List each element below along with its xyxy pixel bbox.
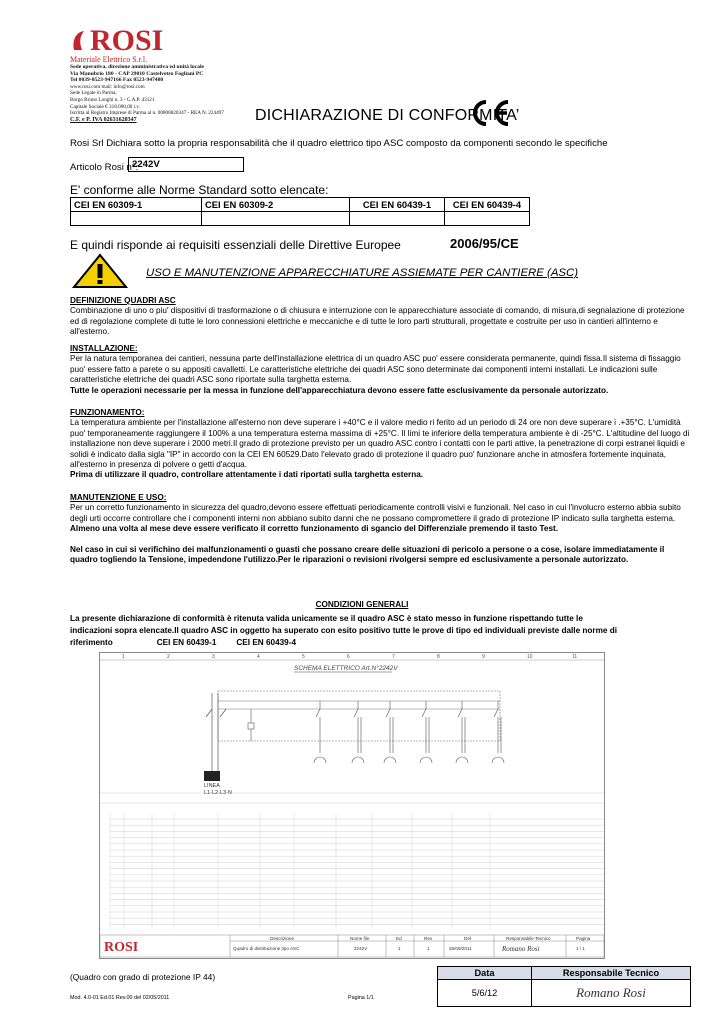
socket-symbol <box>456 757 468 763</box>
warning-icon <box>72 253 128 289</box>
section-heading: DEFINIZIONE QUADRI ASC <box>70 296 176 305</box>
directive-text: E quindi risponde ai requisiti essenziali delle Direttive Europee <box>70 238 401 252</box>
title-block-signature: Romano Rosi <box>502 945 540 953</box>
socket-symbol <box>384 757 396 763</box>
title-block-logo: ROSI <box>104 940 139 955</box>
column-number: 5 <box>302 654 305 660</box>
svg-text:2242V: 2242V <box>354 946 368 951</box>
section-definizione <box>70 296 690 338</box>
section-heading: FUNZIONAMENTO: <box>70 408 145 417</box>
intro-text: Rosi Srl Dichiara sotto la propria responsabilità che il quadro elettrico tipo ASC composto da componenti secondo le specifiche <box>70 138 608 149</box>
schema-svg <box>100 653 604 958</box>
svg-text:26/09/2011: 26/09/2011 <box>449 946 472 951</box>
column-number: 4 <box>257 654 260 660</box>
svg-text:Del: Del <box>464 936 471 941</box>
page-title: DICHIARAZIONE DI CONFORMITA’ <box>255 107 520 124</box>
svg-text:Quadro di distribuzione tipo A: Quadro di distribuzione tipo ASC <box>233 946 300 951</box>
section-funzionamento <box>70 408 690 481</box>
directive-number: 2006/95/CE <box>450 236 519 251</box>
data-value: 5/6/12 <box>438 980 532 1007</box>
signature-table <box>437 966 691 1007</box>
svg-text:1: 1 <box>398 946 401 951</box>
section-bold: Prima di utilizzare il quadro, controllare attentamente i dati riportati sulla targhetta esterna. <box>70 470 424 480</box>
articolo-value: 2242V <box>128 157 244 172</box>
column-number: 11 <box>572 654 578 660</box>
page-number: Pagina 1/1 <box>348 995 374 1001</box>
rosi-swirl-icon <box>70 28 90 54</box>
socket-symbol <box>314 757 326 763</box>
norms-title: E' conforme alle Norme Standard sotto elencate: <box>70 183 329 197</box>
norm-cell: CEI EN 60439-4 <box>445 198 530 212</box>
section-bold: Nel caso in cui si verifichino dei malfunzionamenti o guasti che possano creare delle situazioni di pericolo a persone o a cose, isolare immediatamente il quadro togliendo la Tensione, impedendone l'utilizzo.Per le riparazioni o revisioni rivolgersi sempre ed esclusivamente a personale autorizzato. <box>70 544 665 565</box>
brand-subtitle: Materiale Elettrico S.r.l. <box>70 55 148 64</box>
section-bold: Almeno una volta al mese deve essere verificato il corretto funzionamento di sgancio del Differenziale premendo il tasto Test. <box>70 524 559 534</box>
articolo-label: Articolo Rosi n°: <box>70 162 139 173</box>
section-bold: Tutte le operazioni necessarie per la messa in funzione dell'apparecchiatura devono essere fatte esclusivamente da personale autorizzato. <box>70 385 609 395</box>
column-number: 7 <box>392 654 395 660</box>
svg-text:Responsabile Tecnico: Responsabile Tecnico <box>506 936 551 941</box>
svg-text:1: 1 <box>427 946 430 951</box>
piva: C.F. e P. IVA 02631620347 <box>70 116 137 123</box>
norm-cell: CEI EN 60309-1 <box>71 198 202 212</box>
ip-note: (Quadro con grado di protezione IP 44) <box>70 972 216 982</box>
section-installazione <box>70 344 690 396</box>
norm-cell: CEI EN 60309-2 <box>202 198 350 212</box>
condizioni-text: La presente dichiarazione di conformità è ritenuta valida unicamente se il quadro ASC è stato messo in funzione rispettando tutte le indicazioni sopra elencate.Il quadro ASC in oggetto ha superato con esito positivo tutte le prove di tipo ed individuali previste dalle norme di riferimento CEI EN 60439-1 CEI EN 60439-4 <box>70 614 617 647</box>
section-text: Combinazione di uno o piu' dispositivi di trasformazione o di chiusura e interruzione con le apparecchiature associate di comando, di misura,di segnalazione di protezione ed di regolazione complete di tutte le loro connessioni elettriche e meccaniche e di tutte le loro parti strutturali, progettate e costruite per uso in cantieri all'interno e all'esterno. <box>70 306 685 337</box>
column-number: 2 <box>167 654 170 660</box>
column-number: 6 <box>347 654 350 660</box>
section-heading: INSTALLAZIONE: <box>70 344 138 353</box>
form-code: Mod. 4.0-01 Ed.01 Rev.00 del 02/05/2011 <box>70 995 170 1001</box>
svg-text:Ed: Ed <box>396 936 402 941</box>
linea-sub: L1-L2-L3-N <box>204 790 232 796</box>
svg-text:1 / 1: 1 / 1 <box>576 946 585 951</box>
section-heading: MANUTENZIONE E USO: <box>70 493 167 502</box>
condizioni-title: CONDIZIONI GENERALI <box>315 600 409 609</box>
resp-label: Responsabile Tecnico <box>532 967 691 980</box>
signature: Romano Rosi <box>532 980 691 1007</box>
section-text: La temperatura ambiente per l'installazione all'esterno non deve superare i +40°C e il valore medio ri ferito ad un periodo di 24 ore non deve superare i .+35°C. L'umidità puo' temporaneamente raggiungere il 100% a una temperatura esterna massima di +25°C. Il limi te inferiore della temperatura ambiente è di -25°C. L'altitudine del luogo di installazione non deve superare i 2000 metri.Il grado di protezione previsto per un quadro ASC contro i contatti con le parti attive, la penetrazione di corpi estranei liquidi e solidi è indicato dalla sigla "IP" in accordo con la CEI EN 60529.Dato l'elevato grado di protezione il quadro puo' funzionare anche in atmosfera fortemente inquinata, all'esterno in presenza di polvere o getti d'acqua. <box>70 418 690 470</box>
uso-title: USO E MANUTENZIONE APPARECCHIATURE ASSIEMATE PER CANTIERE (ASC) <box>146 267 579 279</box>
column-number: 1 <box>122 654 125 660</box>
company-logo <box>70 24 190 57</box>
socket-symbol <box>492 757 504 763</box>
svg-text:Pagina: Pagina <box>576 936 591 941</box>
company-address: Sede operativa, direzione amministrativa ed unità locale Via Manubrio 180 - CAP 29010 Castelvetro Fogliani PC Tel 0039-0523-947166 Fax 0523-947480 www.rosi.com mail: info@rosi.com Sede Legale in Parma, Borgo Bruno Longhi n. 3 - C.A.P. 43121 Capitale Sociale € 318.000,00 i.v. Iscritta al Registro Imprese di Parma al n. 00808820347 - REA N. 224497 C.F. e P. IVA 02631620347 <box>70 64 224 123</box>
schema-drawing <box>99 652 605 959</box>
norms-table <box>70 197 530 226</box>
socket-symbol <box>352 757 364 763</box>
column-number: 10 <box>527 654 533 660</box>
schema-title: SCHEMA ELETTRICO Art.N°2242V <box>294 665 398 672</box>
svg-text:Rev: Rev <box>424 936 433 941</box>
column-number: 9 <box>482 654 485 660</box>
ce-mark-icon <box>467 96 511 130</box>
section-text: Per la natura temporanea dei cantieri, nessuna parte dell'installazione elettrica di un quadro ASC puo' essere considerata permanente, quindi fissa.Il sistema di fissaggio puo' essere fatto a parete o su appositi cavalletti. Le caratteristiche elettriche dei quadri ASC sono determinate dai componenti interni installati. Le indicazioni sulle caratteristiche elettriche dei quadri ASC sono riportate sulla targhetta esterna. <box>70 354 681 385</box>
brand-name: ROSI <box>90 24 164 57</box>
section-text: Per un corretto funzionamento in sicurezza del quadro,devono essere effettuati periodicamente controlli visivi e funzionali. Nel caso in cui l'involucro esterno abbia subito degli urti occorre controllare che i componenti interni non abbiano subito danni che ne possano compromettere il grado di protezione IP indicato sulla targhetta esterna. <box>70 503 681 523</box>
column-number: 8 <box>437 654 440 660</box>
socket-symbol <box>420 757 432 763</box>
linea-label: LINEA <box>204 783 220 789</box>
data-label: Data <box>438 967 532 980</box>
svg-text:Descrizione: Descrizione <box>270 936 294 941</box>
svg-text:Nome file: Nome file <box>350 936 370 941</box>
section-manutenzione <box>70 493 690 565</box>
norm-cell: CEI EN 60439-1 <box>350 198 445 212</box>
column-number: 3 <box>212 654 215 660</box>
